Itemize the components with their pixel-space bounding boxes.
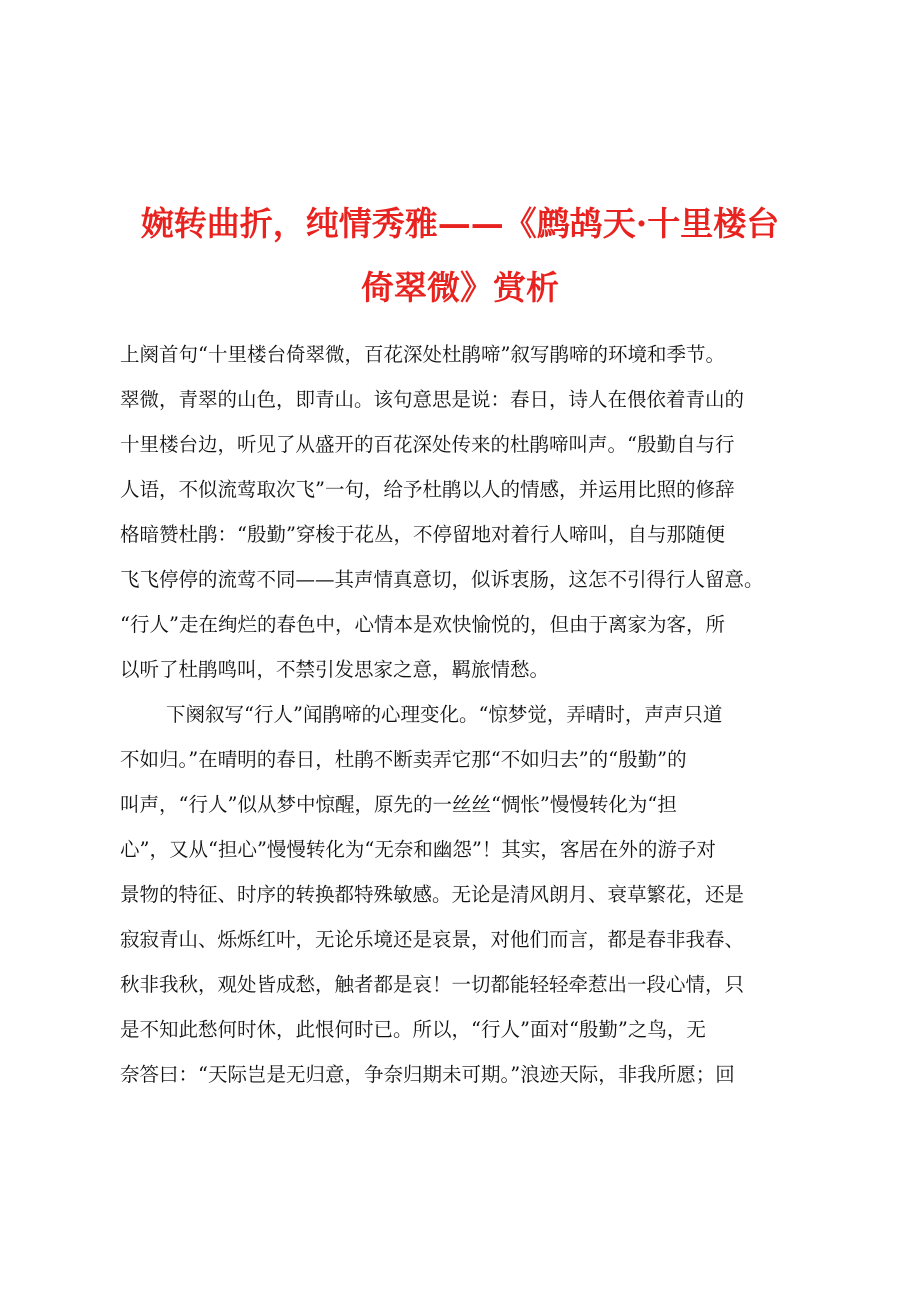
paragraph-2 bbox=[120, 692, 820, 1097]
paragraph-line: 十里楼台边，听见了从盛开的百花深处传来的杜鹃啼叫声。“殷勤自与行 bbox=[120, 433, 735, 456]
paragraph-line: 秋非我秋，观处皆成愁，触者都是哀！一切都能轻轻牵惹出一段心情，只 bbox=[120, 973, 745, 996]
paragraph-line: 奈答曰：“天际岂是无归意，争奈归期未可期。”浪迹天际，非我所愿；回 bbox=[120, 1063, 735, 1086]
paragraph-line: 是不知此愁何时休，此恨何时已。所以，“行人”面对“殷勤”之鸟，无 bbox=[120, 1018, 706, 1041]
paragraph-1 bbox=[120, 332, 820, 692]
paragraph-line: 叫声，“行人”似从梦中惊醒，原先的一丝丝“惆怅”慢慢转化为“担 bbox=[120, 793, 677, 816]
paragraph-line: 上阕首句“十里楼台倚翠微，百花深处杜鹃啼”叙写鹃啼的环境和季节。 bbox=[120, 343, 725, 366]
paragraph-line: 人语，不似流莺取次飞”一句，给予杜鹃以人的情感，并运用比照的修辞 bbox=[120, 478, 735, 501]
title-line-2: 倚翠微》赏析 bbox=[361, 268, 559, 307]
paragraph-line: 景物的特征、时序的转换都特殊敏感。无论是清风朗月、衰草繁花，还是 bbox=[120, 883, 745, 906]
paragraph-line: 以听了杜鹃鸣叫，不禁引发思家之意，羁旅情愁。 bbox=[120, 658, 550, 681]
paragraph-line-indented: 下阕叙写“行人”闻鹃啼的心理变化。“惊梦觉，弄晴时，声声只道 bbox=[166, 703, 723, 726]
paragraph-line: 翠微，青翠的山色，即青山。该句意思是说：春日，诗人在偎依着青山的 bbox=[120, 388, 745, 411]
paragraph-line: “行人”走在绚烂的春色中，心情本是欢快愉悦的，但由于离家为客，所 bbox=[120, 613, 725, 636]
document-title bbox=[110, 192, 810, 320]
title-line-1: 婉转曲折，纯情秀雅——《鹧鸪天·十里楼台 bbox=[140, 204, 780, 243]
paragraph-line: 不如归。”在晴明的春日，杜鹃不断卖弄它那“不如归去”的“殷勤”的 bbox=[120, 748, 687, 771]
paragraph-line: 飞飞停停的流莺不同——其声情真意切，似诉衷肠，这怎不引得行人留意。 bbox=[120, 568, 764, 591]
paragraph-line: 格暗赞杜鹃：“殷勤”穿梭于花丛，不停留地对着行人啼叫，自与那随便 bbox=[120, 523, 725, 546]
paragraph-line: 心”，又从“担心”慢慢转化为“无奈和幽怨”！其实，客居在外的游子对 bbox=[120, 838, 716, 861]
paragraph-line: 寂寂青山、烁烁红叶，无论乐境还是哀景，对他们而言，都是春非我春、 bbox=[120, 928, 745, 951]
document-body bbox=[120, 332, 820, 1097]
